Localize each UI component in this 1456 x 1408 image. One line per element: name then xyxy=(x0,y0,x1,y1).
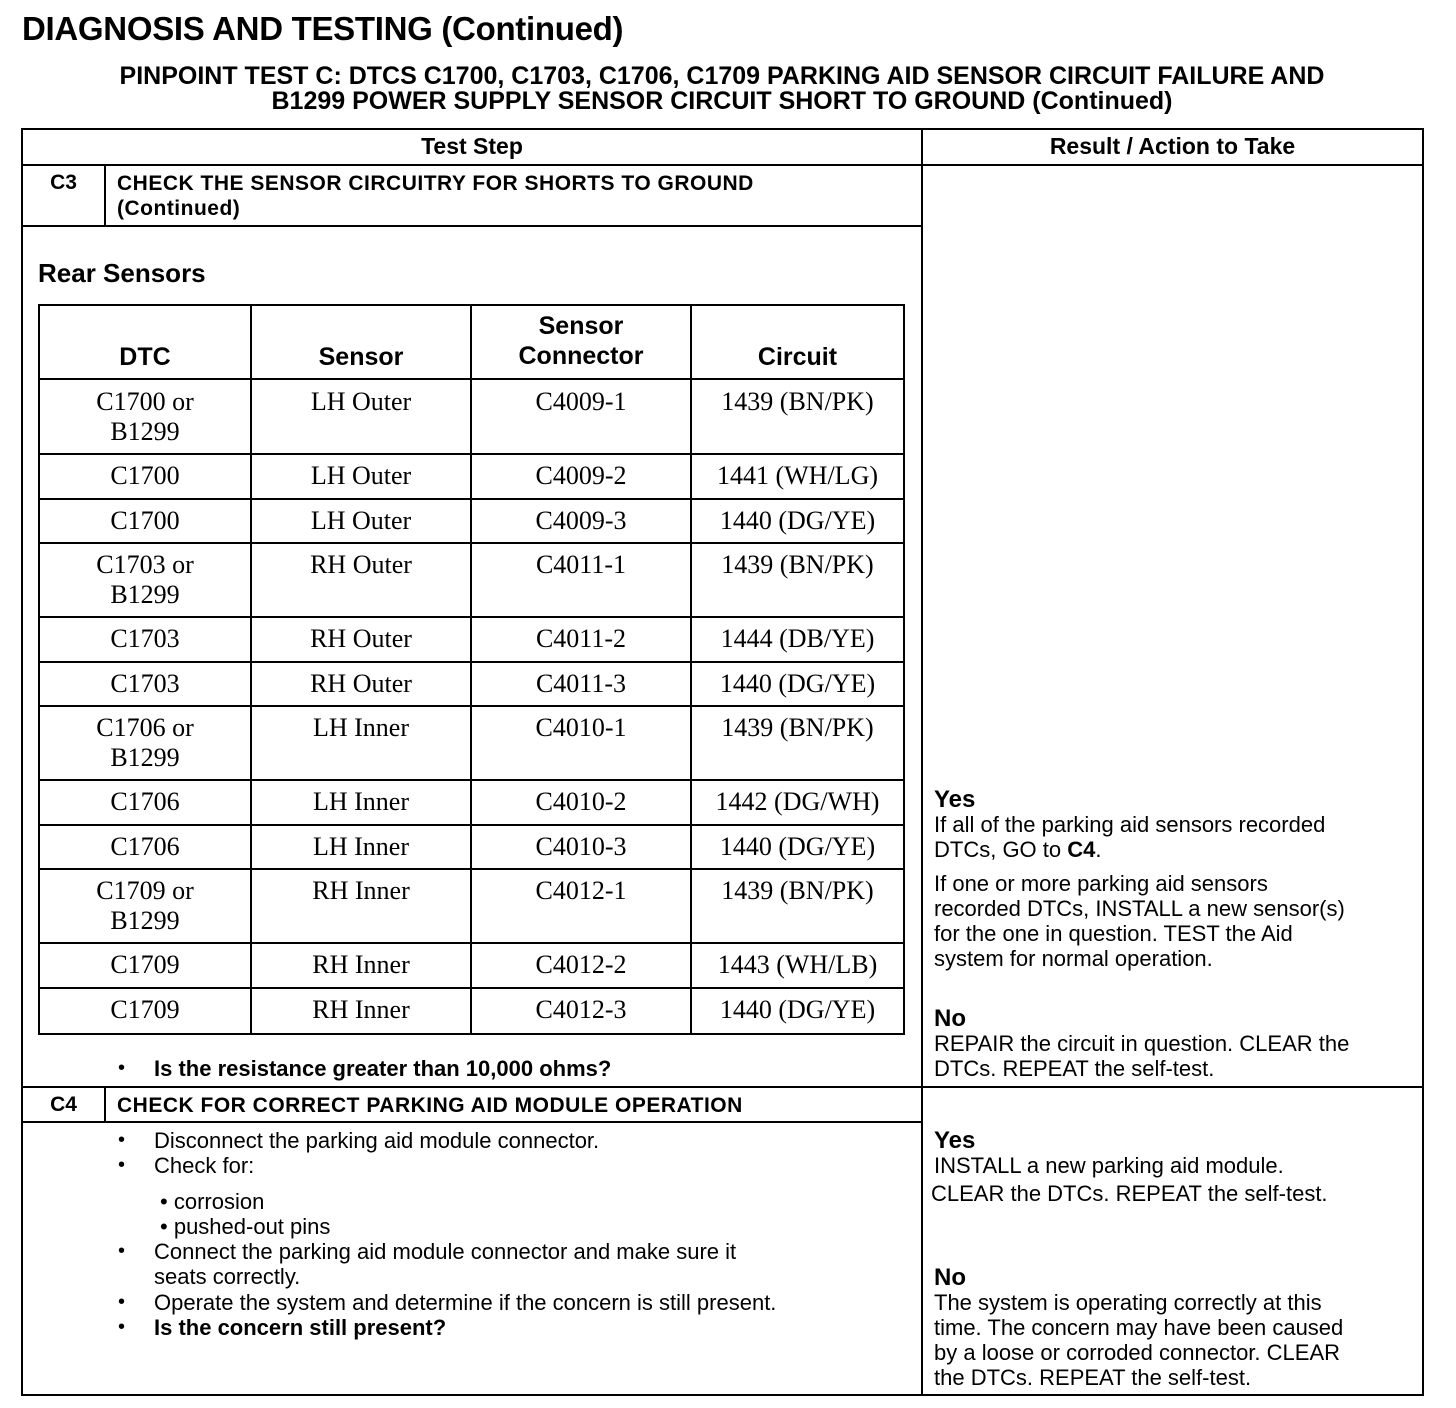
c4-yes-line2: CLEAR the DTCs. REPEAT the self-test. xyxy=(931,1181,1328,1206)
dtc-cell xyxy=(40,995,250,1025)
c4-yes-label: Yes xyxy=(934,1127,976,1154)
col-sensor-header: Sensor xyxy=(318,343,404,371)
bullet: • xyxy=(160,1214,168,1239)
dtc-code: C1700 xyxy=(110,461,180,490)
c3-yes-p2-line1: If one or more parking aid sensors xyxy=(934,871,1268,896)
result-header: Result / Action to Take xyxy=(1049,133,1296,159)
sensor-cell: RH Outer xyxy=(310,624,412,653)
connector-cell: C4012-3 xyxy=(535,994,627,1024)
dtc-cell xyxy=(40,876,250,936)
circuit-cell: 1440 (DG/YE) xyxy=(719,831,876,861)
dtc-cell xyxy=(40,787,250,817)
sensor-cell: LH Outer xyxy=(310,461,412,490)
dtc-cell xyxy=(40,461,250,491)
dtc-cell xyxy=(40,624,250,654)
step-title-c3 xyxy=(117,171,754,221)
table-row-divider xyxy=(38,942,905,944)
circuit-cell: 1444 (DB/YE) xyxy=(720,624,875,653)
col-circuit-header: Circuit xyxy=(757,343,838,371)
dtc-code: C1709 or xyxy=(96,876,194,905)
c3-yes-p2-line3: for the one in question. TEST the Aid xyxy=(934,921,1293,946)
sensor-cell: RH Inner xyxy=(312,876,410,905)
sensor-cell: RH Inner xyxy=(312,994,410,1024)
col-connector-header-line2: Connector xyxy=(518,342,644,370)
table-row-divider xyxy=(38,705,905,707)
dtc-code-secondary: B1299 xyxy=(110,417,180,446)
dtc-code: C1706 xyxy=(110,787,180,816)
connector-cell: C4012-1 xyxy=(535,876,627,905)
bullet: • xyxy=(118,1240,126,1262)
bullet: • xyxy=(118,1154,126,1176)
pinpoint-test-title xyxy=(22,64,1422,114)
c4-sub-2-text: pushed-out pins xyxy=(173,1214,331,1239)
sensor-cell: LH Inner xyxy=(312,831,409,861)
pinpoint-title-line1: PINPOINT TEST C: DTCS C1700, C1703, C1706, C1709 PARKING AID SENSOR CIRCUIT FAILURE AND xyxy=(119,62,1325,90)
c4-yes-line1: INSTALL a new parking aid module. xyxy=(934,1153,1284,1178)
dtc-code: C1709 xyxy=(110,950,180,979)
col-dtc-header: DTC xyxy=(119,343,171,371)
step-id-c3: C3 xyxy=(50,171,77,194)
dtc-cell xyxy=(40,550,250,610)
bullet: • xyxy=(160,1189,168,1214)
c3-yes-p2-line4: system for normal operation. xyxy=(934,946,1213,971)
c4-no-line4: the DTCs. REPEAT the self-test. xyxy=(934,1365,1252,1390)
c4-step-3-line1: Connect the parking aid module connector and make sure it xyxy=(154,1239,737,1264)
circuit-cell: 1440 (DG/YE) xyxy=(719,505,876,535)
dtc-code: C1709 xyxy=(110,994,180,1024)
connector-cell: C4011-1 xyxy=(535,550,627,579)
table-row-divider xyxy=(38,661,905,663)
dtc-cell xyxy=(40,832,250,862)
sensor-cell: RH Inner xyxy=(312,950,410,979)
c3-yes-p2-line2: recorded DTCs, INSTALL a new sensor(s) xyxy=(934,896,1345,921)
circuit-cell: 1442 (DG/WH) xyxy=(715,787,880,816)
circuit-cell: 1439 (BN/PK) xyxy=(721,387,874,416)
dtc-cell xyxy=(40,506,250,536)
connector-cell: C4009-2 xyxy=(535,461,627,490)
connector-cell: C4011-3 xyxy=(535,668,627,698)
c4-sub-1-text: corrosion xyxy=(173,1189,265,1214)
c3-question: Is the resistance greater than 10,000 ohms? xyxy=(154,1056,612,1081)
bullet: • xyxy=(118,1057,126,1079)
circuit-cell: 1439 (BN/PK) xyxy=(721,876,874,905)
c3-goto-c4: C4 xyxy=(1067,837,1096,862)
c4-sub-1 xyxy=(160,1189,264,1214)
dtc-code: C1700 or xyxy=(96,387,194,416)
table-row-divider xyxy=(38,987,905,989)
c3-yes-text-1 xyxy=(934,812,1325,862)
c4-step-2: Check for: xyxy=(154,1153,255,1178)
sensor-cell: LH Outer xyxy=(310,387,412,416)
table-row-divider xyxy=(38,542,905,544)
page-title: DIAGNOSIS AND TESTING (Continued) xyxy=(22,10,624,47)
table-row-divider xyxy=(38,824,905,826)
bullet: • xyxy=(118,1291,126,1313)
circuit-cell: 1440 (DG/YE) xyxy=(719,668,876,698)
step-title-c3-line2: (Continued) xyxy=(117,197,241,220)
c4-no-line1: The system is operating correctly at this xyxy=(934,1290,1322,1315)
c3-yes-p1-line1: If all of the parking aid sensors recorded xyxy=(934,812,1326,837)
dtc-code: C1703 xyxy=(110,624,180,653)
c4-no-line3: by a loose or corroded connector. CLEAR xyxy=(934,1340,1341,1365)
c4-step-4: Operate the system and determine if the concern is still present. xyxy=(154,1290,777,1315)
circuit-cell: 1440 (DG/YE) xyxy=(719,994,876,1024)
c4-no-label: No xyxy=(934,1264,966,1291)
table-row-divider xyxy=(38,453,905,455)
sensor-cell: RH Outer xyxy=(310,668,412,698)
connector-cell: C4010-3 xyxy=(535,831,627,861)
c3-no-text xyxy=(934,1031,1349,1081)
connector-cell: C4010-2 xyxy=(535,787,627,816)
circuit-cell: 1439 (BN/PK) xyxy=(721,550,874,579)
c3-yes-text-2 xyxy=(934,871,1345,971)
connector-cell: C4009-3 xyxy=(535,505,627,535)
c3-yes-p1-line2 xyxy=(934,837,1325,862)
bullet: • xyxy=(118,1316,126,1338)
c4-sub-2 xyxy=(160,1214,330,1239)
dtc-cell xyxy=(40,387,250,447)
dtc-code-secondary: B1299 xyxy=(110,743,180,772)
dtc-code-secondary: B1299 xyxy=(110,580,180,609)
step-title-c4: CHECK FOR CORRECT PARKING AID MODULE OPERATION xyxy=(117,1094,743,1117)
c3-no-line2: DTCs. REPEAT the self-test. xyxy=(934,1056,1215,1081)
table-row-divider xyxy=(38,498,905,500)
c4-no-text xyxy=(934,1290,1343,1390)
dtc-cell xyxy=(40,950,250,980)
table-row-divider xyxy=(38,779,905,781)
dtc-code-secondary: B1299 xyxy=(110,906,180,935)
connector-cell: C4012-2 xyxy=(535,950,627,979)
c4-step-3 xyxy=(154,1239,736,1289)
table-row-divider xyxy=(38,616,905,618)
col-connector-header xyxy=(472,311,690,371)
c4-step-3-line2: seats correctly. xyxy=(154,1264,301,1289)
dtc-code: C1703 xyxy=(110,668,180,698)
col-connector-header-line1: Sensor xyxy=(538,312,624,340)
c3-yes-label: Yes xyxy=(934,786,976,813)
dtc-cell xyxy=(40,669,250,699)
sensor-cell: LH Inner xyxy=(312,787,409,816)
sensor-cell: LH Outer xyxy=(310,505,412,535)
step-title-c3-line1: CHECK THE SENSOR CIRCUITRY FOR SHORTS TO GROUND xyxy=(117,172,754,195)
dtc-code: C1700 xyxy=(110,505,180,535)
dtc-code: C1706 xyxy=(110,831,180,861)
circuit-cell: 1441 (WH/LG) xyxy=(716,461,878,490)
c3-no-label: No xyxy=(934,1005,966,1032)
dtc-cell xyxy=(40,713,250,773)
c3-yes-p1-prefix: DTCs, GO to xyxy=(934,837,1068,862)
sensor-cell: RH Outer xyxy=(310,550,412,579)
bullet: • xyxy=(118,1129,126,1151)
test-step-header: Test Step xyxy=(421,133,523,159)
step-id-c4: C4 xyxy=(50,1093,77,1116)
dtc-code: C1706 or xyxy=(96,713,194,742)
connector-cell: C4010-1 xyxy=(535,713,627,742)
c3-no-line1: REPAIR the circuit in question. CLEAR the xyxy=(934,1031,1350,1056)
sensor-cell: LH Inner xyxy=(312,713,409,742)
circuit-cell: 1439 (BN/PK) xyxy=(721,713,874,742)
c4-no-line2: time. The concern may have been caused xyxy=(934,1315,1344,1340)
dtc-code: C1703 or xyxy=(96,550,194,579)
pinpoint-title-line2: B1299 POWER SUPPLY SENSOR CIRCUIT SHORT TO GROUND (Continued) xyxy=(271,87,1173,115)
c4-step-5: Is the concern still present? xyxy=(154,1315,447,1340)
c4-step-1: Disconnect the parking aid module connector. xyxy=(154,1128,600,1153)
table-row-divider xyxy=(38,868,905,870)
connector-cell: C4009-1 xyxy=(535,387,627,416)
rear-sensors-heading: Rear Sensors xyxy=(38,258,206,288)
c3-yes-p1-suffix: . xyxy=(1095,837,1102,862)
circuit-cell: 1443 (WH/LB) xyxy=(717,950,878,979)
connector-cell: C4011-2 xyxy=(535,624,627,653)
